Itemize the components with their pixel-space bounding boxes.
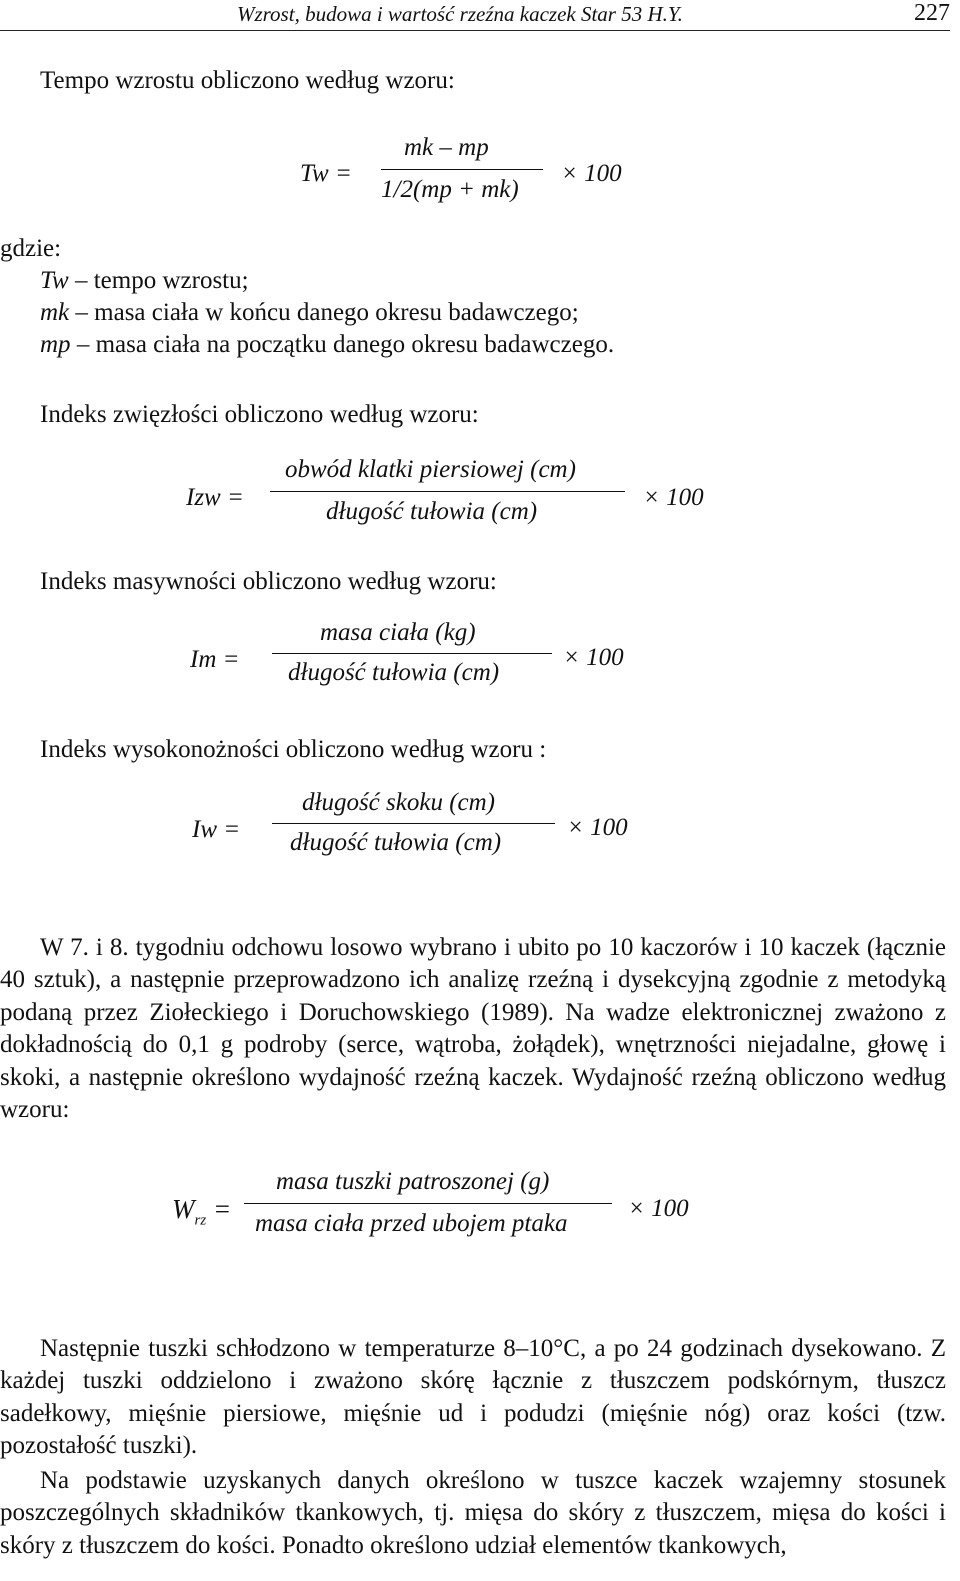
im-intro: Indeks masywności obliczono według wzoru: <box>40 568 497 595</box>
wrz-fraction-bar <box>244 1203 612 1204</box>
iw-multiplier: × 100 <box>567 814 628 841</box>
where-label: gdzie: <box>0 235 62 262</box>
page-number: 227 <box>914 0 950 26</box>
wrz-numerator: masa tuszki patroszonej (g) <box>276 1168 550 1195</box>
im-lhs: Im = <box>190 646 240 673</box>
im-fraction-bar <box>272 653 552 654</box>
iw-numerator: długość skoku (cm) <box>302 789 495 816</box>
wrz-multiplier: × 100 <box>628 1195 689 1222</box>
wrz-lhs: $W_{rz}$ = <box>172 1194 232 1229</box>
iw-fraction-bar <box>272 823 555 824</box>
running-title: Wzrost, budowa i wartość rzeźna kaczek Star 53 H.Y. <box>237 2 683 26</box>
paragraph-tissue-ratio: Na podstawie uzyskanych danych określono w tuszce kaczek wzajemny stosunek poszczególnych składników tkankowych, tj. mięsa do skóry z tłuszczem, mięsa do kości i skóry z tłuszczem do kości. Ponadto określono udział elementów tkankowych, <box>0 1467 946 1559</box>
paragraph-slaughter-analysis: W 7. i 8. tygodniu odchowu losowo wybrano i ubito po 10 kaczorów i 10 kaczek (łącznie 40 sztuk), a następnie przeprowadzono ich analizę rzeźną i dysekcyjną zgodnie z metodyką podaną przez Ziołeckiego i Doruchowskiego (1989). Na wadze elektronicznej zważono z dokładnością do 0,1 g podroby (serce, wątroba, żołądek), wnętrzności niejadalne, głowę i skoki, a następnie określono wydajność rzeźną kaczek. Wydajność rzeźną obliczono według wzoru: <box>0 934 946 1124</box>
tw-fraction-bar <box>381 169 543 170</box>
izw-fraction-bar <box>270 491 625 492</box>
tw-numerator: mk – mp <box>404 134 489 161</box>
izw-lhs: Izw = <box>186 484 244 511</box>
tw-multiplier: × 100 <box>561 160 622 187</box>
im-numerator: masa ciała (kg) <box>320 619 476 646</box>
paragraph-dissection: Następnie tuszki schłodzono w temperaturze 8–10°C, a po 24 godzinach dysekowano. Z każdej tuszki oddzielono i zważono skórę łącznie z tłuszczem podskórnym, tłuszcz sadełkowy, mięśnie piersiowe, mięśnie ud i podudzi (mięśnie nóg) oraz kości (tzw. pozostałość tuszki). <box>0 1335 946 1460</box>
def-mk: mk – masa ciała w końcu danego okresu badawczego; <box>40 299 579 326</box>
running-header <box>0 0 950 31</box>
iw-denominator: długość tułowia (cm) <box>290 829 502 856</box>
def-mp: mp – masa ciała na początku danego okresu badawczego. <box>40 331 615 358</box>
im-denominator: długość tułowia (cm) <box>288 659 500 686</box>
iw-lhs: Iw = <box>192 816 241 843</box>
izw-intro: Indeks zwięzłości obliczono według wzoru: <box>40 401 479 428</box>
tw-intro: Tempo wzrostu obliczono według wzoru: <box>40 67 455 94</box>
izw-denominator: długość tułowia (cm) <box>326 498 538 525</box>
izw-numerator: obwód klatki piersiowej (cm) <box>285 456 576 483</box>
tw-denominator: 1/2(mp + mk) <box>381 176 519 203</box>
iw-intro: Indeks wysokonożności obliczono według wzoru : <box>40 736 547 763</box>
def-tw: Tw – tempo wzrostu; <box>40 267 249 294</box>
wrz-denominator: masa ciała przed ubojem ptaka <box>255 1210 568 1237</box>
izw-multiplier: × 100 <box>643 484 704 511</box>
im-multiplier: × 100 <box>563 644 624 671</box>
tw-lhs: Tw = <box>300 160 352 187</box>
